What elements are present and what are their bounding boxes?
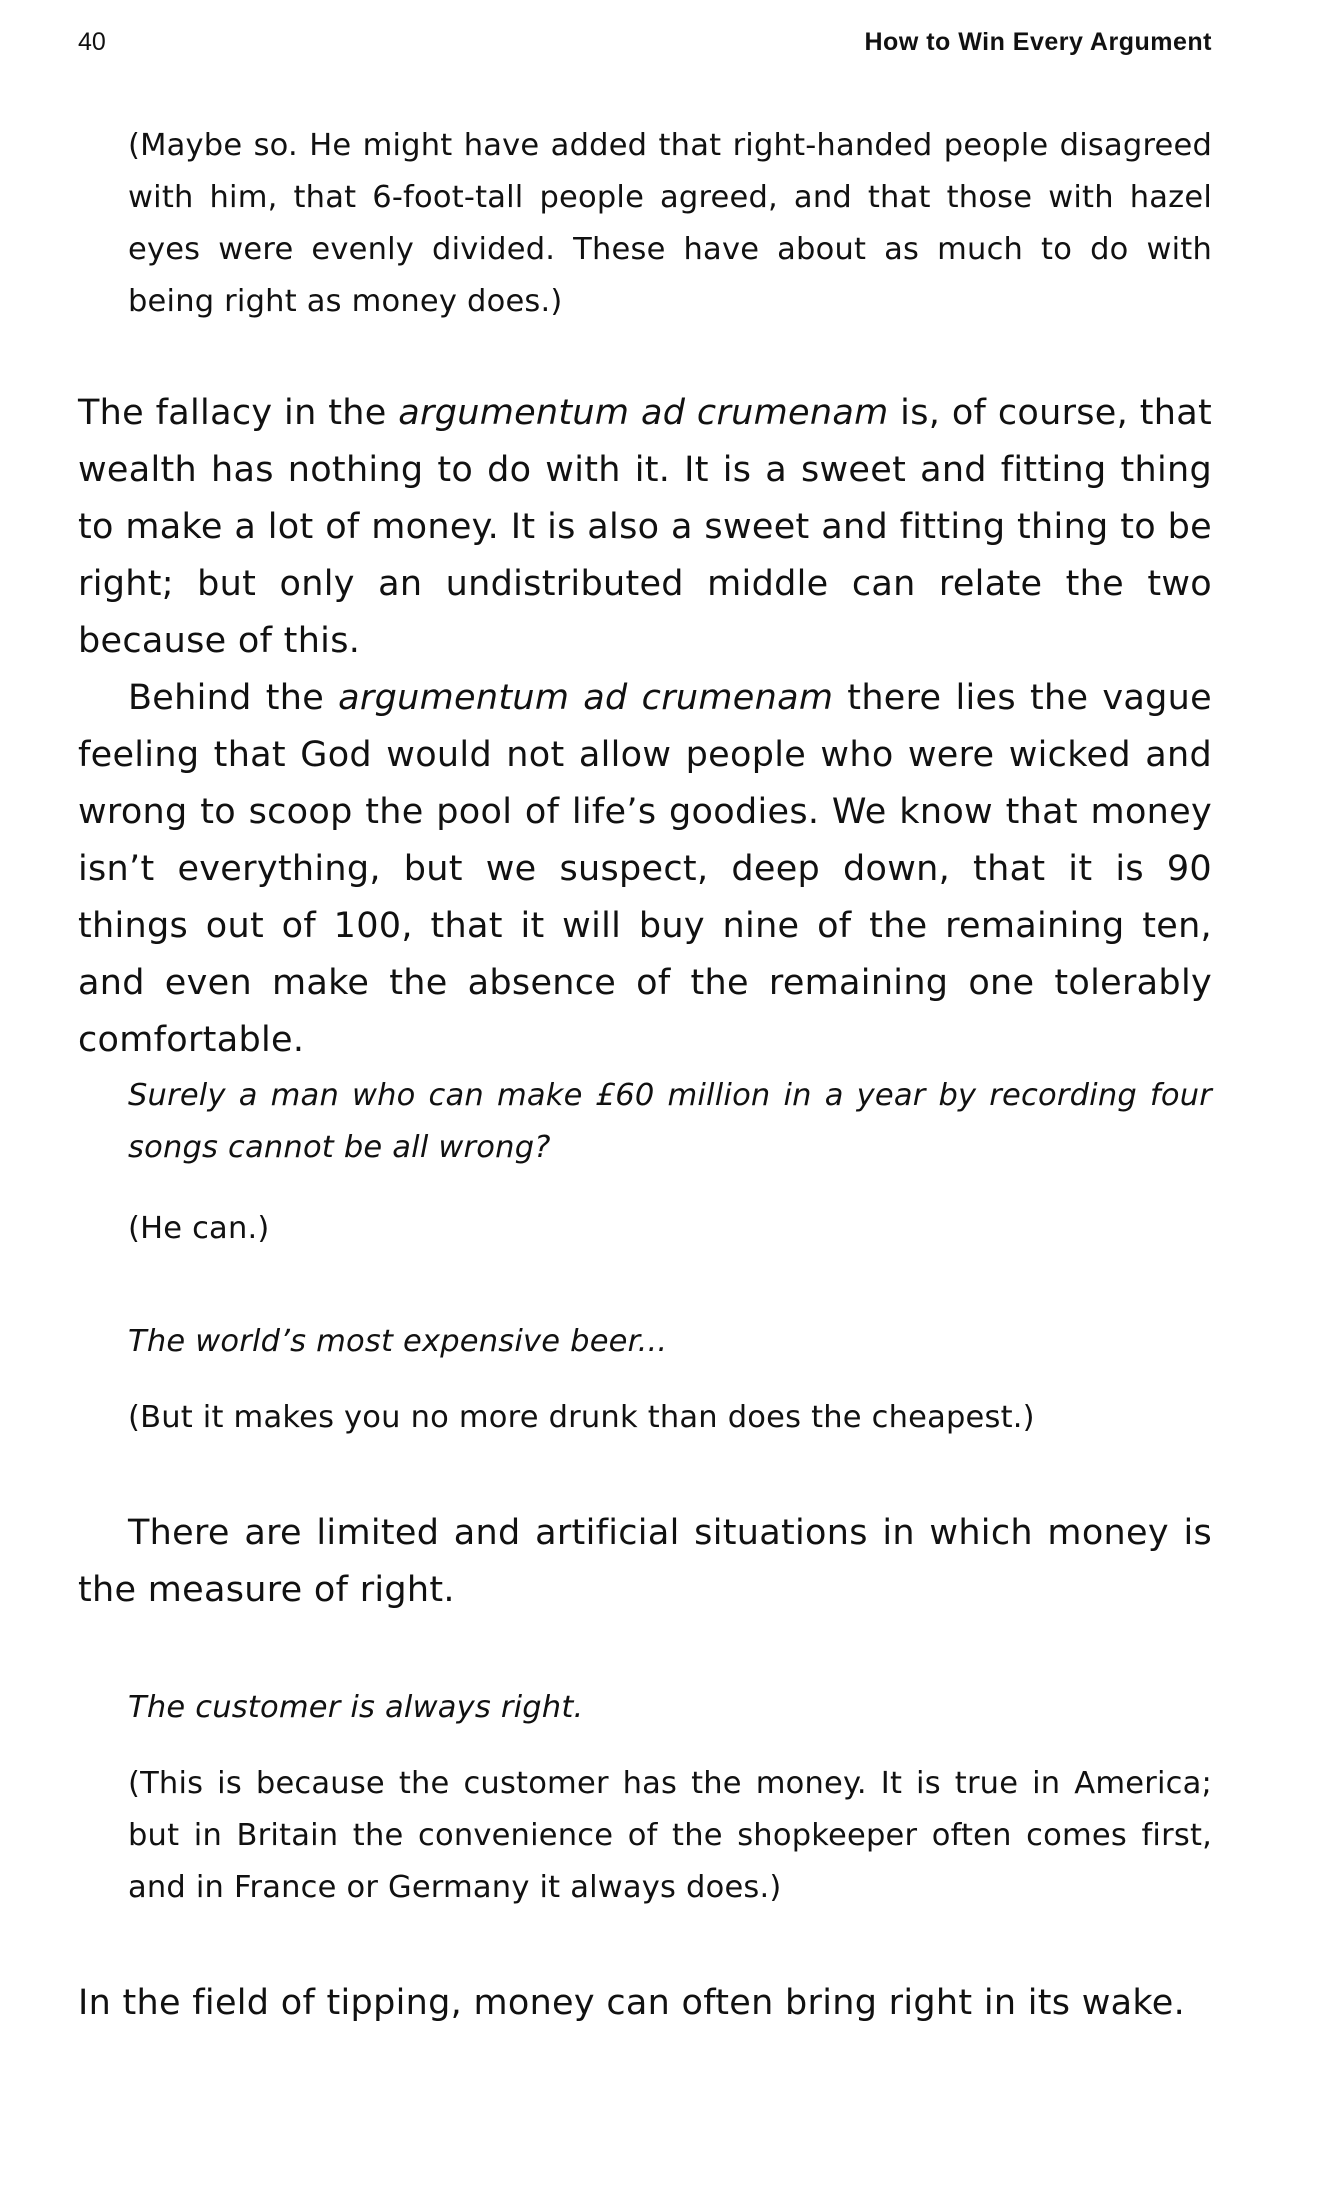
behind-text-end: there lies the vague feeling that God would not allow people who were wicked and wrong to scoop the pool of life’s goodies. We know that money isn’t everything, but we suspect, deep down, that it is 90 things out of 100, that it will buy nine of the remaining ten, and even make the absence of the remaining one tolerably comfortable. <box>78 678 1212 1060</box>
body-paragraph-behind <box>78 670 1212 1069</box>
example-expensive-beer: The world’s most expensive beer... <box>128 1324 668 1359</box>
fallacy-latin-term: argumentum ad crumenam <box>398 393 889 433</box>
behind-text-start: Behind the <box>128 678 339 718</box>
page-header <box>78 28 1212 62</box>
response-he-can: (He can.) <box>128 1211 270 1246</box>
response-cheapest: (But it makes you no more drunk than does the cheapest.) <box>128 1400 1035 1435</box>
page-number: 40 <box>78 28 106 56</box>
body-paragraph-tipping: In the field of tipping, money can often bring right in its wake. <box>78 1983 1186 2023</box>
fallacy-text-start: The fallacy in the <box>78 393 399 433</box>
response-customer-money: (This is because the customer has the money. It is true in America; but in Britain the convenience of the shopkeeper often comes first, and in France or Germany it always does.) <box>128 1766 1212 1905</box>
body-paragraph-limited-situations: There are limited and artificial situations in which money is the measure of right. <box>78 1513 1212 1610</box>
behind-latin-term: argumentum ad crumenam <box>338 678 834 718</box>
example-surely-a-man: Surely a man who can make £60 million in a year by recording four songs cannot be all wrong? <box>128 1078 1212 1165</box>
fallacy-text-end: is, of course, that wealth has nothing to do with it. It is a sweet and fitting thing to make a lot of money. It is also a sweet and fitting thing to be right; but only an undistributed middle can relate the two because of this. <box>78 393 1213 661</box>
example-customer-right: The customer is always right. <box>128 1690 584 1725</box>
body-paragraph-fallacy <box>78 385 1212 670</box>
running-head: How to Win Every Argument <box>864 28 1212 56</box>
indented-paragraph-maybe-so: (Maybe so. He might have added that right-handed people disagreed with him, that 6-foot-tall people agreed, and that those with hazel eyes were evenly divided. These have about as much to do with being right as money does.) <box>128 128 1212 319</box>
